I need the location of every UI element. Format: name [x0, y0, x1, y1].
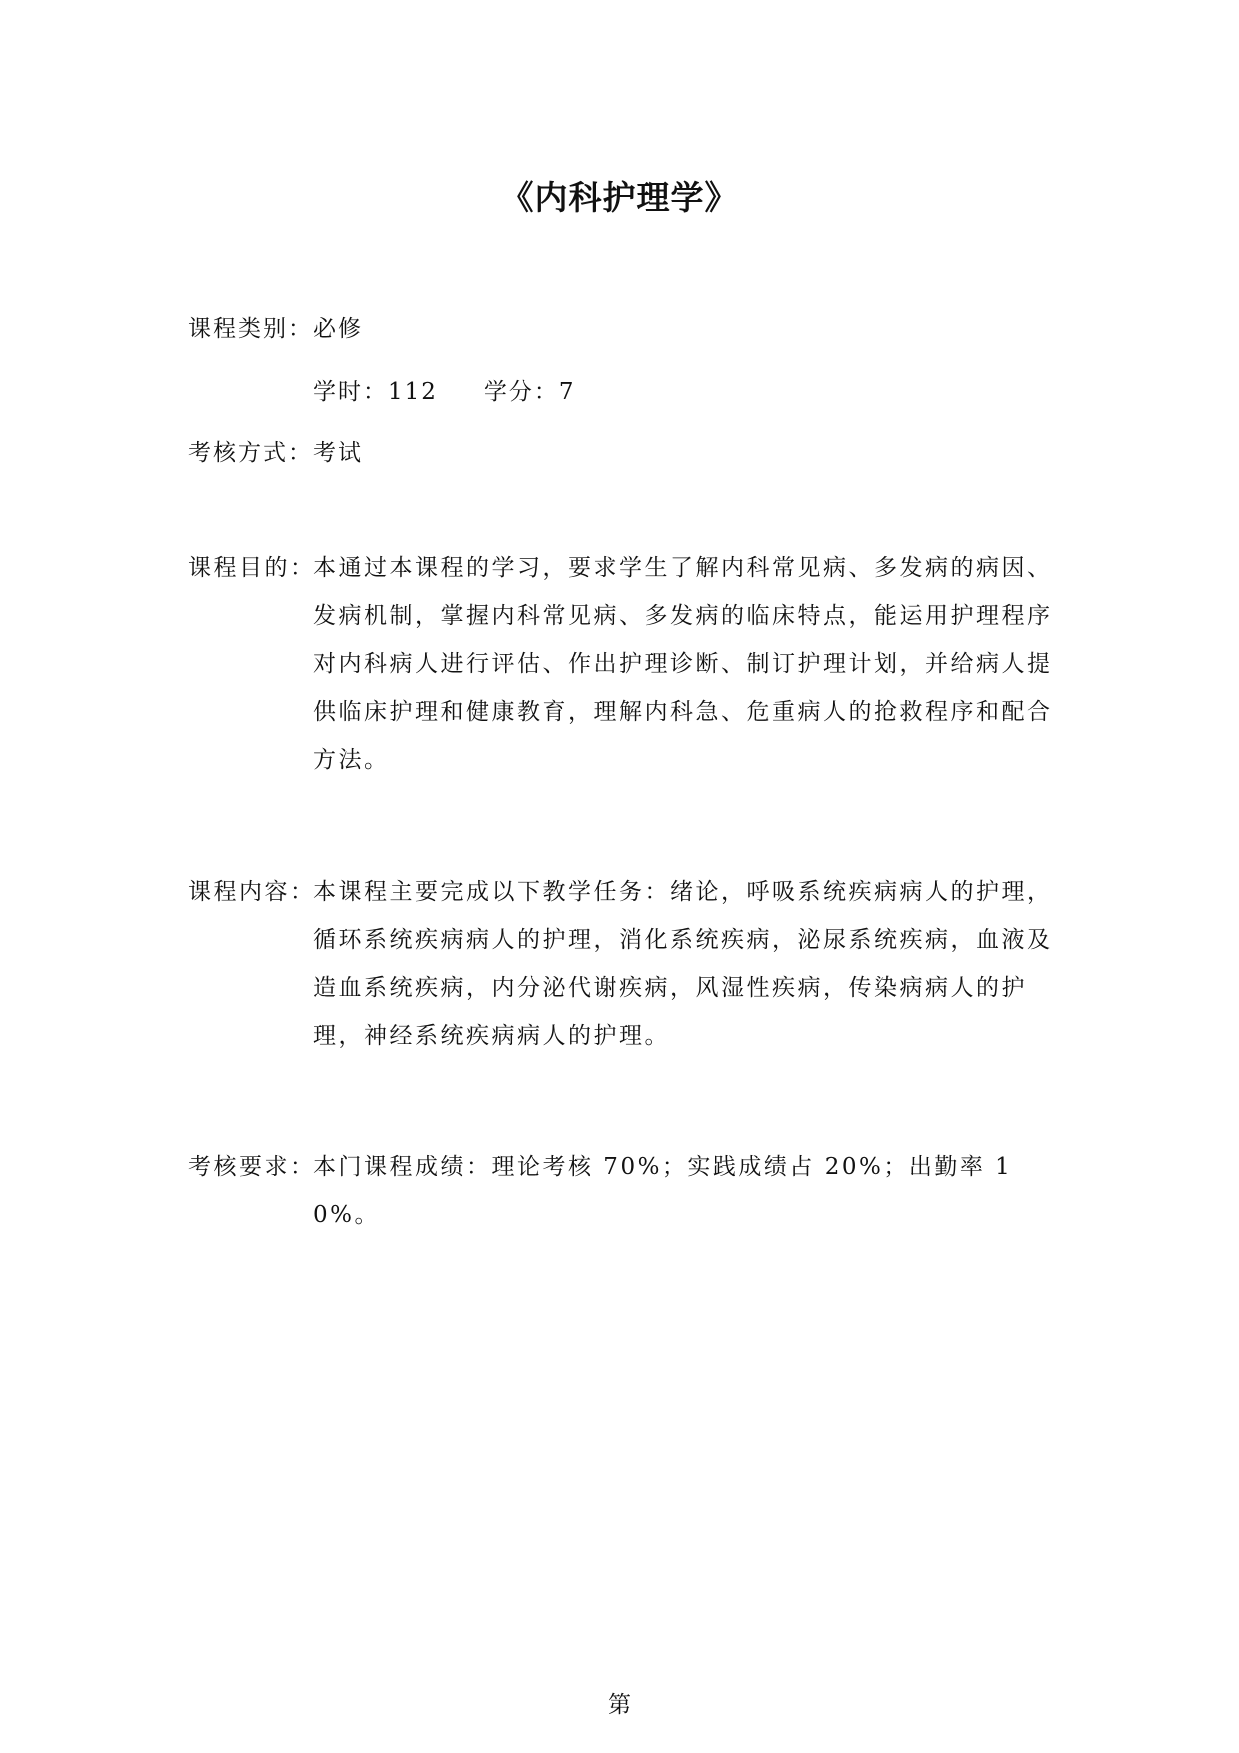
course-type-row	[188, 312, 363, 346]
page-footer: 第	[608, 1692, 631, 1718]
content-label: 课程内容：	[188, 879, 316, 905]
requirements-label: 考核要求：	[188, 1154, 316, 1180]
objective-section	[188, 544, 1068, 784]
course-type-value: 必修	[313, 316, 363, 342]
course-type-label: 课程类别：	[188, 316, 313, 342]
objective-text: 本通过本课程的学习，要求学生了解内科常见病、多发病的病因、发病机制，掌握内科常见病、多发病的临床特点，能运用护理程序对内科病人进行评估、作出护理诊断、制订护理计划，并给病人提供临床护理和健康教育，理解内科急、危重病人的抢救程序和配合方法。	[313, 555, 1053, 773]
hours-credits-row	[313, 375, 576, 409]
hours-label: 学时：	[313, 379, 388, 405]
credits-value: 7	[558, 379, 576, 405]
assessment-method-row	[188, 436, 363, 470]
assessment-method-label: 考核方式：	[188, 440, 313, 466]
content-section	[188, 868, 1068, 1060]
content-text: 本课程主要完成以下教学任务：绪论，呼吸系统疾病病人的护理，循环系统疾病病人的护理，消化系统疾病，泌尿系统疾病，血液及造血系统疾病，内分泌代谢疾病，风湿性疾病，传染病病人的护理，神经系统疾病病人的护理。	[313, 879, 1053, 1049]
requirements-section	[188, 1143, 1068, 1239]
hours-value: 112	[388, 379, 438, 405]
page-title: 《内科护理学》	[500, 178, 739, 217]
credits-label: 学分：	[483, 379, 559, 405]
requirements-text: 本门课程成绩：理论考核 70%；实践成绩占 20%；出勤率 10%。	[313, 1154, 1013, 1228]
objective-label: 课程目的：	[188, 555, 316, 581]
assessment-method-value: 考试	[313, 440, 363, 466]
